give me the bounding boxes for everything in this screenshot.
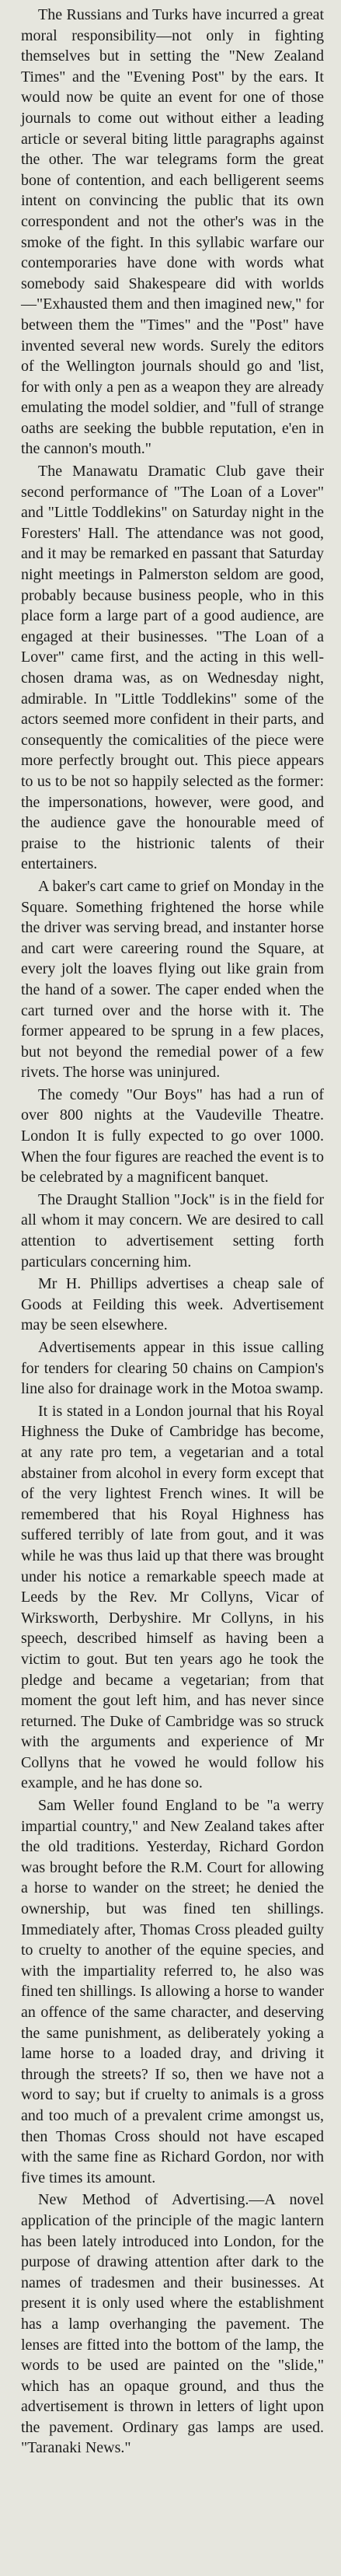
article-new-method-advertising: New Method of Advertising.—A novel application of the principle of the magic lantern has been lately introduced into London, for the purpose of drawing attention after dark to the names of tradesmen and their businesses. At present it is only used where the establishment has a lamp overhanging the pavement. The lenses are fitted into the bottom of the lamp, the words to be used are painted on the "slide," which has an opaque ground, and thus the advertisement is thrown in letters of light upon the pavement. Ordinary gas lamps are used. "Taranaki News." xyxy=(21,2191,324,2457)
article-phillips-sale: Mr H. Phillips advertises a cheap sale of Goods at Feilding this week. Advertisement may be seen elsewhere. xyxy=(21,1275,324,1334)
article-stallion-jock: The Draught Stallion "Jock" is in the field for all whom it may concern. We are desired to call attention to advertisement setting forth particulars concerning him. xyxy=(21,1190,324,1271)
article-sam-weller: Sam Weller found England to be "a werry impartial country," and New Zealand takes after the old traditions. Yesterday, Richard Gordon was brought before the R.M. Court for allowing a horse to wander on the street; he denied the ownership, but was fined ten shillings. Immediately after, Thomas Cross pleaded guilty to cruelty to another of the equine species, and with the impartiality referred to, he also was fined ten shillings. Is allowing a horse to wander an offence of the same character, and deserving the same punishment, as deliberately yoking a lame horse to a loaded dray, and driving it through the streets? If so, then we have not a word to say; but if cruelty to animals is a gross and too much of a prevalent crime amongst us, then Thomas Cross should not have escaped with the same fine as Richard Gordon, nor with five times its amount. xyxy=(21,1797,324,2186)
article-russians-turks: The Russians and Turks have incurred a great moral responsibility—not only in fighting themselves but in setting the "New Zealand Times" and the "Evening Post" by the ears. It would now be quite an event for one of those journals to come out without either a leading article or several biting little paragraphs against the other. The war telegrams form the great bone of contention, and each belligerent seems intent on convincing the public that its own correspondent and not the other's was in the smoke of the fight. In this syllabic warfare our contemporaries have done with words what somebody said Shakespeare did with worlds—"Exhausted them and then imagined new," for between them the "Times" and the "Post" have invented several new words. Surely the editors of the Wellington journals should go and 'list, for with only a pen as a weapon they are already emulating the model soldier, and "full of strange oaths are seeking the bubble reputation, e'en in the cannon's mouth." xyxy=(21,6,324,458)
article-dramatic-club: The Manawatu Dramatic Club gave their second performance of "The Loan of a Lover" and "Little Toddlekins" on Saturday night in the Foresters' Hall. The attendance was not good, and it may be remarked en passant that Saturday night meetings in Palmerston seldom are good, probably because business people, who in this place form a large part of a good audience, are engaged at their businesses. "The Loan of a Lover" came first, and the acting in this well-chosen drama was, as on Wednesday night, admirable. In "Little Toddlekins" some of the actors seemed more confident in their parts, and consequently the comicalities of the piece were more perfectly brought out. This piece appears to us to be not so happily selected as the former: the impersonations, however, were good, and the audience gave the honourable meed of praise to the histrionic talents of their entertainers. xyxy=(21,463,324,873)
article-duke-cambridge: It is stated in a London journal that his Royal Highness the Duke of Cambridge has become, at any rate pro tem, a vegetarian and a total abstainer from alcohol in every form except that of the very lightest French wines. It will be remembered that his Royal Highness has suffered terribly of late from gout, and it was while he was thus laid up that there was brought under his notice a remarkable speech made at Leeds by the Rev. Mr Collyns, Vicar of Wirksworth, Derbyshire. Mr Collyns, in his speech, described himself as having been a victim to gout. But ten years ago he took the pledge and became a vegetarian; from that moment the gout left him, and has never since returned. The Duke of Cambridge was so struck with the arguments and experience of Mr Collyns that he vowed he would follow his example, and he has done so. xyxy=(21,1402,324,1792)
article-tenders: Advertisements appear in this issue calling for tenders for clearing 50 chains on Campion's line also for drainage work in the Motoa swamp. xyxy=(21,1339,324,1398)
article-bakers-cart: A baker's cart came to grief on Monday in the Square. Something frightened the horse while the driver was serving bread, and instanter horse and cart were careering round the Square, at every jolt the loaves flying out like grain from the hand of a sower. The caper ended when the cart turned over and the horse with it. The former appeared to be sprung in a few places, but not beyond the remedial power of a few rivets. The horse was uninjured. xyxy=(21,877,324,1082)
article-our-boys: The comedy "Our Boys" has had a run of over 800 nights at the Vaudeville Theatre. London It is fully expected to go over 1000. When the four figures are reached the event is to be celebrated by a magnificent banquet. xyxy=(21,1085,324,1187)
